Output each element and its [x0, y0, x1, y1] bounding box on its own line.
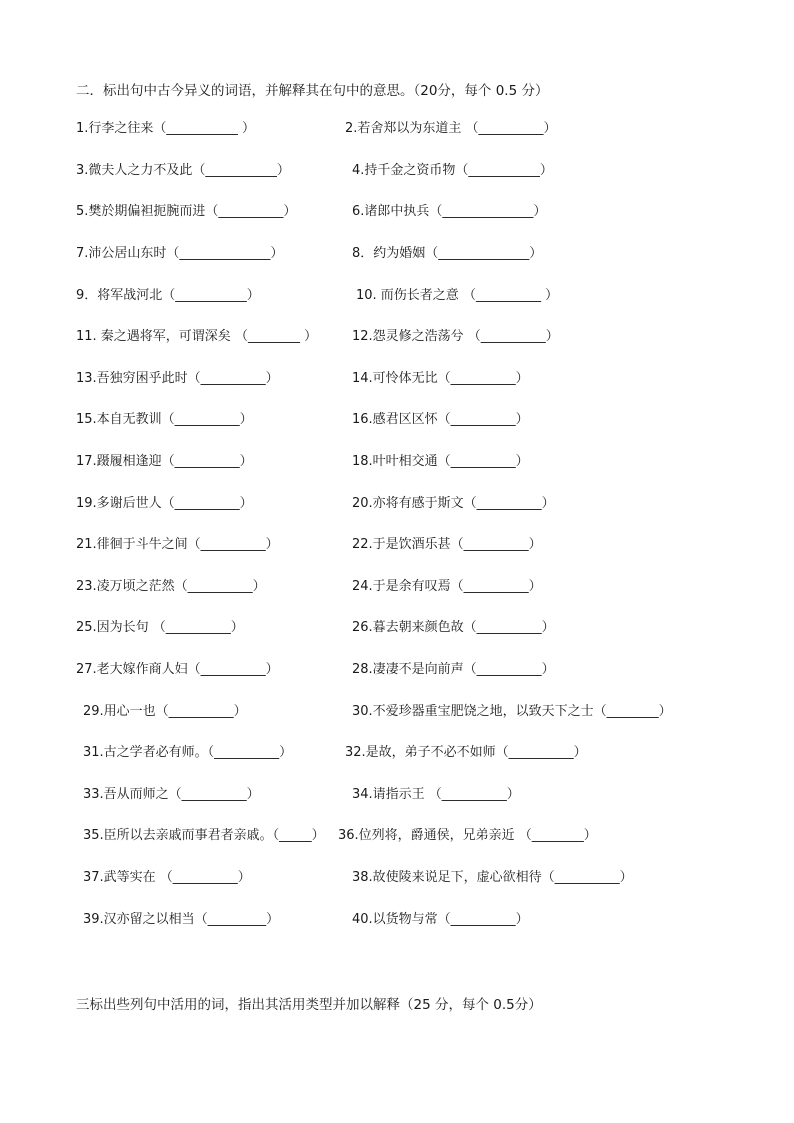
section2-heading: 二．标出句中古今异义的词语，并解释其在句中的意思。（20分，每个 0.5 分） — [76, 83, 549, 99]
exercise-item-32: 32.是故，弟子不必不如师（__________） — [345, 745, 587, 760]
exercise-item-16: 16.感君区区怀（__________） — [352, 412, 529, 427]
exercise-item-25: 25.因为长句 （__________） — [76, 620, 244, 635]
exercise-item-6: 6.诸郎中执兵（______________） — [352, 204, 547, 219]
exercise-item-28: 28.凄凄不是向前声（__________） — [352, 662, 555, 677]
exercise-item-14: 14.可怜体无比（__________） — [352, 371, 529, 386]
exercise-item-5: 5.樊於期偏袒扼腕而进（__________） — [76, 204, 297, 219]
exercise-item-9: 9．将军战河北（___________） — [76, 288, 260, 303]
exercise-item-17: 17.蹑履相逢迎（__________） — [76, 454, 253, 469]
exercise-item-27: 27.老大嫁作商人妇（__________） — [76, 662, 279, 677]
exercise-item-18: 18.叶叶相交通（__________） — [352, 454, 529, 469]
exercise-item-4: 4.持千金之资币物（___________） — [352, 163, 553, 178]
exercise-item-19: 19.多谢后世人（__________） — [76, 496, 253, 511]
exercise-item-10: 10. 而伤长者之意 （__________ ） — [356, 288, 559, 303]
exercise-item-33: 33.吾从而师之（__________） — [83, 787, 260, 802]
exercise-item-7: 7.沛公居山东时（______________） — [76, 246, 284, 261]
exercise-item-39: 39.汉亦留之以相当（_________） — [83, 912, 280, 927]
exercise-item-22: 22.于是饮酒乐甚（__________） — [352, 537, 542, 552]
exercise-item-37: 37.武等实在 （__________） — [83, 870, 251, 885]
exercise-item-35: 35.臣所以去亲戚而事君者亲戚。（_____） — [83, 828, 325, 843]
exercise-item-26: 26.暮去朝来颜色故（__________） — [352, 620, 555, 635]
exercise-item-23: 23.凌万顷之茫然（__________） — [76, 579, 266, 594]
exercise-item-21: 21.徘徊于斗牛之间（__________） — [76, 537, 279, 552]
exercise-item-31: 31.古之学者必有师。（__________） — [83, 745, 293, 760]
section3-heading: 三标出些列句中活用的词，指出其活用类型并加以解释（25 分，每个 0.5分） — [76, 997, 542, 1013]
exercise-item-13: 13.吾独穷困乎此时（__________） — [76, 371, 279, 386]
exercise-item-11: 11. 秦之遇将军，可谓深矣 （________ ） — [76, 329, 318, 344]
exercise-item-34: 34.请指示王 （__________） — [352, 787, 520, 802]
exercise-item-40: 40.以货物与常（__________） — [352, 912, 529, 927]
exercise-item-15: 15.本自无教训（__________） — [76, 412, 253, 427]
exercise-item-29: 29.用心一也（__________） — [83, 704, 247, 719]
exercise-item-12: 12.怨灵修之浩荡兮 （__________） — [352, 329, 559, 344]
exercise-item-24: 24.于是余有叹焉（__________） — [352, 579, 542, 594]
exercise-item-30: 30.不爱珍器重宝肥饶之地，以致天下之士（________） — [352, 704, 672, 719]
exercise-item-36: 36.位列将，爵通侯，兄弟亲近 （________） — [338, 828, 597, 843]
exercise-item-1: 1.行李之往来（___________ ） — [76, 121, 256, 136]
exercise-item-3: 3.微夫人之力不及此（___________） — [76, 163, 290, 178]
exercise-item-20: 20.亦将有感于斯文（__________） — [352, 496, 555, 511]
exercise-item-2: 2.若舍郑以为东道主 （__________） — [345, 121, 557, 136]
exercise-item-38: 38.故使陵来说足下，虚心欲相待（__________） — [352, 870, 633, 885]
exercise-item-8: 8．约为婚姻（______________） — [352, 246, 543, 261]
